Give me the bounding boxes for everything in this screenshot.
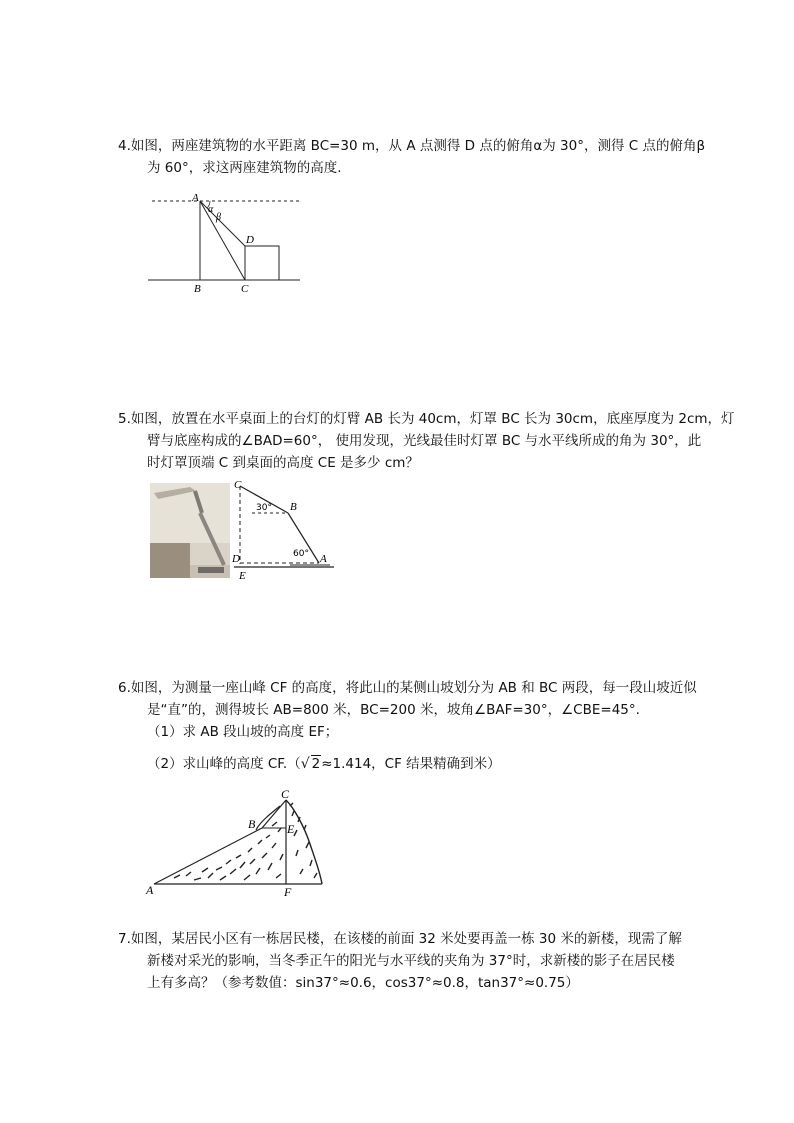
q6-label-b: B <box>248 817 256 831</box>
q4-label-d: D <box>246 234 254 246</box>
q6-label-c: C <box>281 787 290 801</box>
q5-label-d: D <box>232 553 240 565</box>
q6-rock-hatching <box>174 803 317 880</box>
q6-mountain-ridge <box>256 806 280 830</box>
q6-label-f: F <box>284 885 292 898</box>
q5-label-c: C <box>234 479 242 491</box>
q4-text-line-2: 为 60°，求这两座建筑物的高度. <box>147 160 342 176</box>
q5-label-e: E <box>239 570 246 582</box>
q7-text-line-3: 上有多高？（参考数值：sin37°≈0.6，cos37°≈0.8，tan37°≈0.75） <box>147 975 579 991</box>
q5-text-line-1: 5.如图，放置在水平桌面上的台灯的灯臂 AB 长为 40cm，灯罩 BC 长为 30cm，底座厚度为 2cm，灯 <box>118 411 735 427</box>
q6-text-line-2: 是“直”的，测得坡长 AB=800 米，BC=200 米，坡角∠BAF=30°，∠CBE=45°. <box>147 702 640 718</box>
q5-label-a: A <box>320 553 327 565</box>
q6-label-e: E <box>287 822 295 836</box>
q6-slope-ab <box>154 828 262 884</box>
q5-label-angle-60: 60° <box>293 549 309 559</box>
q4-figure <box>148 190 308 295</box>
q4-line-ac <box>200 201 245 280</box>
q6-sub2-prefix: （2）求山峰的高度 CF.（ <box>147 756 301 772</box>
q6-mountain-right-outline <box>286 800 322 884</box>
q5-text-line-2: 臂与底座构成的∠BAD=60°， 使用发现，光线最佳时灯罩 BC 与水平线所成的角为 30°，此 <box>147 433 702 449</box>
sqrt-symbol: √ <box>300 756 310 772</box>
q4-text-line-1: 4.如图，两座建筑物的水平距离 BC=30 m，从 A 点测得 D 点的俯角α为 30°，测得 C 点的俯角β <box>118 138 706 154</box>
q4-label-b: B <box>194 283 201 295</box>
q6-sub2-suffix: ≈1.414，CF 结果精确到米） <box>321 756 501 772</box>
q4-label-alpha: α <box>208 204 214 215</box>
q6-label-a: A <box>146 883 154 897</box>
q7-text-line-2: 新楼对采光的影响，当冬季正午的阳光与水平线的夹角为 37°时，求新楼的影子在居民楼 <box>147 953 675 969</box>
q4-label-a: A <box>192 192 199 204</box>
q5-label-angle-30: 30° <box>256 503 272 513</box>
q4-line-ad <box>200 201 245 246</box>
q4-label-c: C <box>241 283 249 295</box>
q6-text-line-1: 6.如图，为测量一座山峰 CF 的高度，将此山的某侧山坡划分为 AB 和 BC 两段，每一段山坡近似 <box>118 680 697 696</box>
q6-sub2-sqrt-value: 2 <box>311 756 321 772</box>
q6-subquestion-2 <box>147 754 501 774</box>
q6-subquestion-1: （1）求 AB 段山坡的高度 EF； <box>147 724 339 740</box>
q5-lamp-photo <box>150 483 232 578</box>
q5-label-b: B <box>290 501 297 513</box>
q4-label-beta: β <box>216 212 221 223</box>
q5-figure <box>230 478 338 583</box>
q4-building-cd <box>245 246 279 280</box>
q5-text-line-3: 时灯罩顶端 C 到桌面的高度 CE 是多少 cm？ <box>147 455 419 471</box>
q6-mountain-figure <box>144 786 330 898</box>
q7-text-line-1: 7.如图，某居民小区有一栋居民楼，在该楼的前面 32 米处要再盖一栋 30 米的新楼，现需了解 <box>118 931 682 947</box>
